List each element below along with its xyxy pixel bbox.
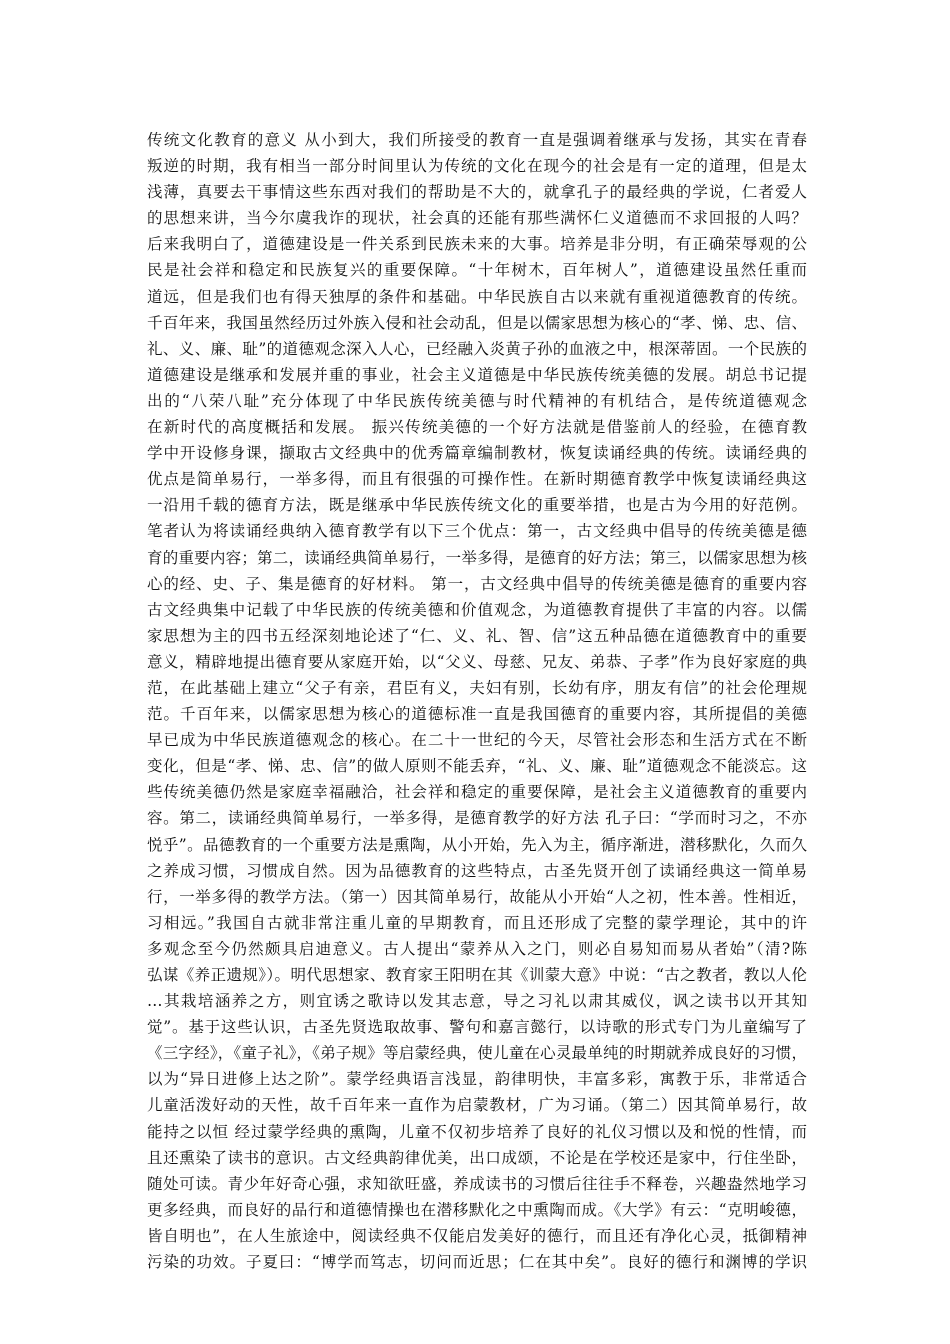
text-line: 变化，但是“孝、悌、忠、信”的做人原则不能丢弃，“礼、义、廉、耻”道德观念不能淡忘。这 [147,757,807,776]
text-line: 学中开设修身课，撷取古文经典中的优秀篇章编制教材，恢复读诵经典的传统。读诵经典的 [147,444,807,463]
text-line: 千百年来，我国虽然经历过外族入侵和社会动乱，但是以儒家思想为核心的“孝、悌、忠、信、 [147,313,807,332]
text-line: 觉”。基于这些认识，古圣先贤选取故事、警句和嘉言懿行，以诗歌的形式专门为儿童编写了 [147,1018,807,1037]
text-line: 意义，精辟地提出德育要从家庭开始，以“父义、母慈、兄友、弟恭、子孝”作为良好家庭的典 [147,652,807,671]
text-line: 弘谋《养正遗规》）。明代思想家、教育家王阳明在其《训蒙大意》中说：“古之教者，教以人伦 [147,966,807,984]
text-line: 些传统美德仍然是家庭幸福融洽，社会祥和稳定的重要保障，是社会主义道德教育的重要内 [147,783,807,802]
text-line: 范，在此基础上建立“父子有亲，君臣有义，夫妇有别，长幼有序，朋友有信”的社会伦理规 [147,678,807,697]
text-line: 儿童活泼好动的天性，故千百年来一直作为启蒙教材，广为习诵。（第二）因其简单易行，故 [147,1096,807,1115]
text-line: 民是社会祥和稳定和民族复兴的重要保障。“十年树木，百年树人”，道德建设虽然任重而 [147,261,807,280]
text-line: 优点是简单易行，一举多得，而且有很强的可操作性。在新时期德育教学中恢复读诵经典这 [147,470,807,489]
text-line: …其栽培涵养之方，则宜诱之歌诗以发其志意，导之习礼以肃其威仪，讽之读书以开其知 [147,992,807,1011]
text-line: 《三字经》，《童子礼》，《弟子规》等启蒙经典，使儿童在心灵最单纯的时期就养成良好的习惯， [147,1044,807,1063]
text-line: 随处可读。青少年好奇心强，求知欲旺盛，养成读书的习惯后往往手不释卷，兴趣盎然地学习 [147,1174,807,1193]
text-line: 道远，但是我们也有得天独厚的条件和基础。中华民族自古以来就有重视道德教育的传统。 [147,287,807,306]
text-line: 容。第二，读诵经典简单易行，一举多得，是德育教学的好方法 孔子曰：“学而时习之，不亦 [147,809,807,828]
text-line: 笔者认为将读诵经典纳入德育教学有以下三个优点：第一，古文经典中倡导的传统美德是德 [147,522,807,541]
text-line: 之养成习惯，习惯成自然。因为品德教育的这些特点，古圣先贤开创了读诵经典这一简单易 [147,861,807,880]
text-line: 古文经典集中记载了中华民族的传统美德和价值观念，为道德教育提供了丰富的内容。以儒 [147,600,807,619]
text-line: 一沿用千载的德育方法，既是继承中华民族传统文化的重要举措，也是古为今用的好范例。 [147,496,807,515]
text-line: 家思想为主的四书五经深刻地论述了“仁、义、礼、智、信”这五种品德在道德教育中的重要 [147,626,807,645]
text-line: 早已成为中华民族道德观念的核心。在二十一世纪的今天，尽管社会形态和生活方式在不断 [147,731,807,750]
text-line: 悦乎”。品德教育的一个重要方法是熏陶，从小开始，先入为主，循序渐进，潜移默化，久而久 [147,835,807,854]
text-line: 传统文化教育的意义 从小到大，我们所接受的教育一直是强调着继承与发扬，其实在青春 [147,131,807,149]
text-line: 礼、义、廉、耻”的道德观念深入人心，已经融入炎黄子孙的血液之中，根深蒂固。一个民族的 [147,339,807,358]
text-line: 以为“异日进修上达之阶”。蒙学经典语言浅显，韵律明快，丰富多彩，寓教于乐，非常适合 [147,1070,807,1089]
article-body [147,127,807,1275]
text-line: 心的经、史、子、集是德育的好材料。 第一，古文经典中倡导的传统美德是德育的重要内容 [147,574,807,593]
text-line: 污染的功效。子夏曰：“博学而笃志，切问而近思；仁在其中矣”。良好的德行和渊博的学识 [147,1253,807,1272]
text-line: 后来我明白了，道德建设是一件关系到民族未来的大事。培养是非分明，有正确荣辱观的公 [147,235,807,254]
text-line: 育的重要内容；第二，读诵经典简单易行，一举多得，是德育的好方法；第三，以儒家思想为核 [147,548,807,567]
text-line: 多观念至今仍然颇具启迪意义。古人提出“蒙养从入之门，则必自易知而易从者始”（清?陈 [147,939,807,958]
text-line: 范。千百年来，以儒家思想为核心的道德标准一直是我国德育的重要内容，其所提倡的美德 [147,705,807,724]
text-line: 行，一举多得的教学方法。（第一）因其简单易行，故能从小开始“人之初，性本善。性相近， [147,887,807,906]
text-line: 且还熏染了读书的意识。古文经典韵律优美，出口成颂，不论是在学校还是家中，行住坐卧， [147,1148,807,1167]
text-line: 皆自明也”，在人生旅途中，阅读经典不仅能启发美好的德行，而且还有净化心灵，抵御精神 [147,1226,807,1245]
text-line: 的思想来讲，当今尔虞我诈的现状，社会真的还能有那些满怀仁义道德而不求回报的人吗？ [147,209,807,228]
text-line: 浅薄，真要去干事情这些东西对我们的帮助是不大的，就拿孔子的最经典的学说，仁者爱人 [147,183,807,202]
text-line: 能持之以恒 经过蒙学经典的熏陶，儿童不仅初步培养了良好的礼仪习惯以及和悦的性情，而 [147,1122,807,1141]
text-line: 道德建设是继承和发展并重的事业，社会主义道德是中华民族传统美德的发展。胡总书记提 [147,365,807,384]
text-line: 在新时代的高度概括和发展。 振兴传统美德的一个好方法就是借鉴前人的经验，在德育教 [147,418,807,437]
text-line: 叛逆的时期，我有相当一部分时间里认为传统的文化在现今的社会是有一定的道理，但是太 [147,157,807,176]
text-line: 习相远。”我国自古就非常注重儿童的早期教育，而且还形成了完整的蒙学理论，其中的许 [147,913,807,932]
text-line: 出的“八荣八耻”充分体现了中华民族传统美德与时代精神的有机结合，是传统道德观念 [147,391,807,410]
text-line: 更多经典，而良好的品行和道德情操也在潜移默化之中熏陶而成。《大学》有云：“克明峻德， [147,1200,807,1219]
